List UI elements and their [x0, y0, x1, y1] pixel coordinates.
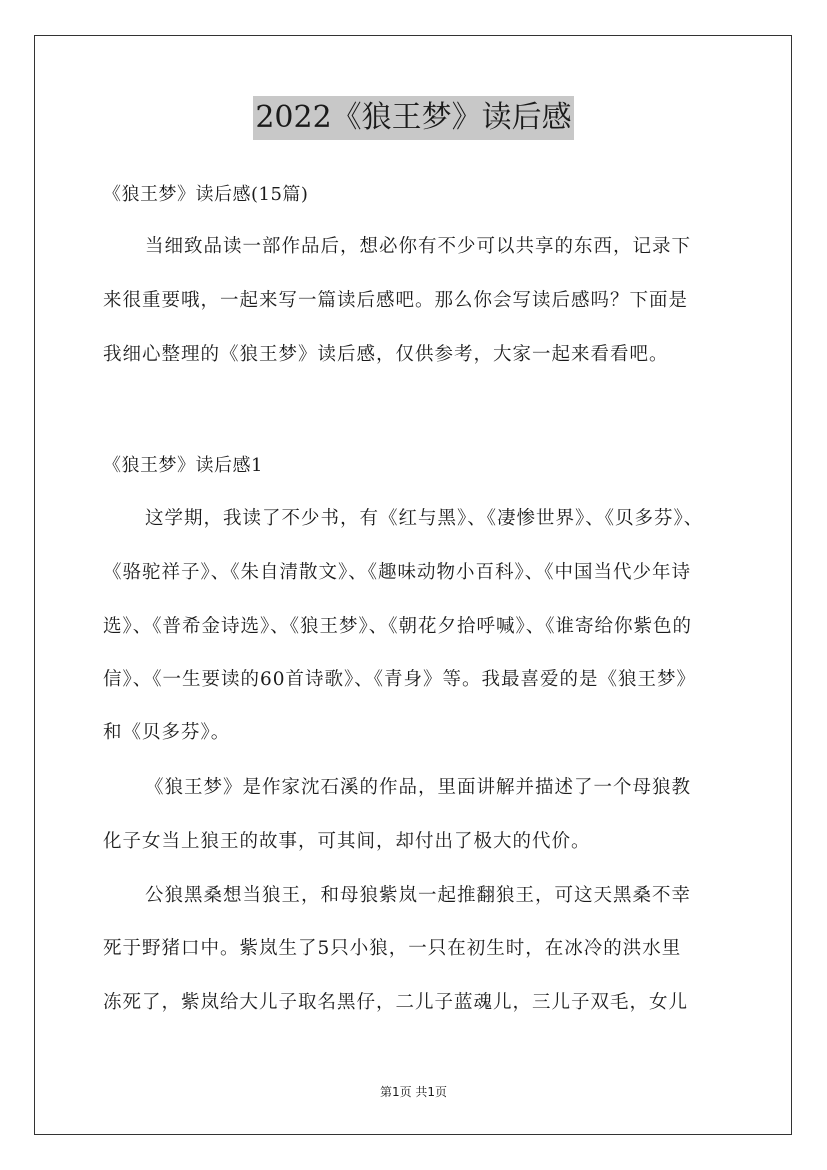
intro-line: 我细心整理的《狼王梦》读后感，仅供参考，大家一起来看看吧。 [103, 344, 669, 365]
paragraph-line: 《骆驼祥子》、《朱自清散文》、《趣味动物小百科》、《中国当代少年诗 [103, 562, 692, 583]
paragraph-line: 这学期，我读了不少书，有《红与黑》、《凄惨世界》、《贝多芬》、 [145, 508, 704, 529]
paragraph-line: 冻死了，紫岚给大儿子取名黑仔，二儿子蓝魂儿，三儿子双毛，女儿 [103, 992, 689, 1013]
page-footer: 第1页 共1页 [379, 1085, 448, 1099]
intro-line: 当细致品读一部作品后，想必你有不少可以共享的东西，记录下 [145, 236, 692, 257]
paragraph-line: 化子女当上狼王的故事，可其间，却付出了极大的代价。 [103, 831, 591, 852]
document-title: 2022《狼王梦》读后感 [253, 96, 573, 140]
document-subtitle: 《狼王梦》读后感(15篇) [103, 184, 309, 205]
paragraph-line: 公狼黑桑想当狼王，和母狼紫岚一起推翻狼王，可这天黑桑不幸 [145, 885, 692, 906]
intro-line: 来很重要哦，一起来写一篇读后感吧。那么你会写读后感吗？下面是 [103, 290, 689, 311]
title-container [0, 96, 827, 140]
section-heading: 《狼王梦》读后感1 [103, 455, 263, 476]
paragraph-line: 死于野猪口中。紫岚生了5只小狼，一只在初生时，在冰冷的洪水里 [103, 938, 682, 959]
paragraph-line: 信》、《一生要读的60首诗歌》、《青身》等。我最喜爱的是《狼王梦》 [103, 669, 697, 690]
paragraph-line: 《狼王梦》是作家沈石溪的作品，里面讲解并描述了一个母狼教 [145, 777, 692, 798]
paragraph-line: 选》、《普希金诗选》、《狼王梦》、《朝花夕拾呼喊》、《谁寄给你紫色的 [103, 616, 693, 637]
paragraph-line: 和《贝多芬》。 [103, 722, 231, 743]
